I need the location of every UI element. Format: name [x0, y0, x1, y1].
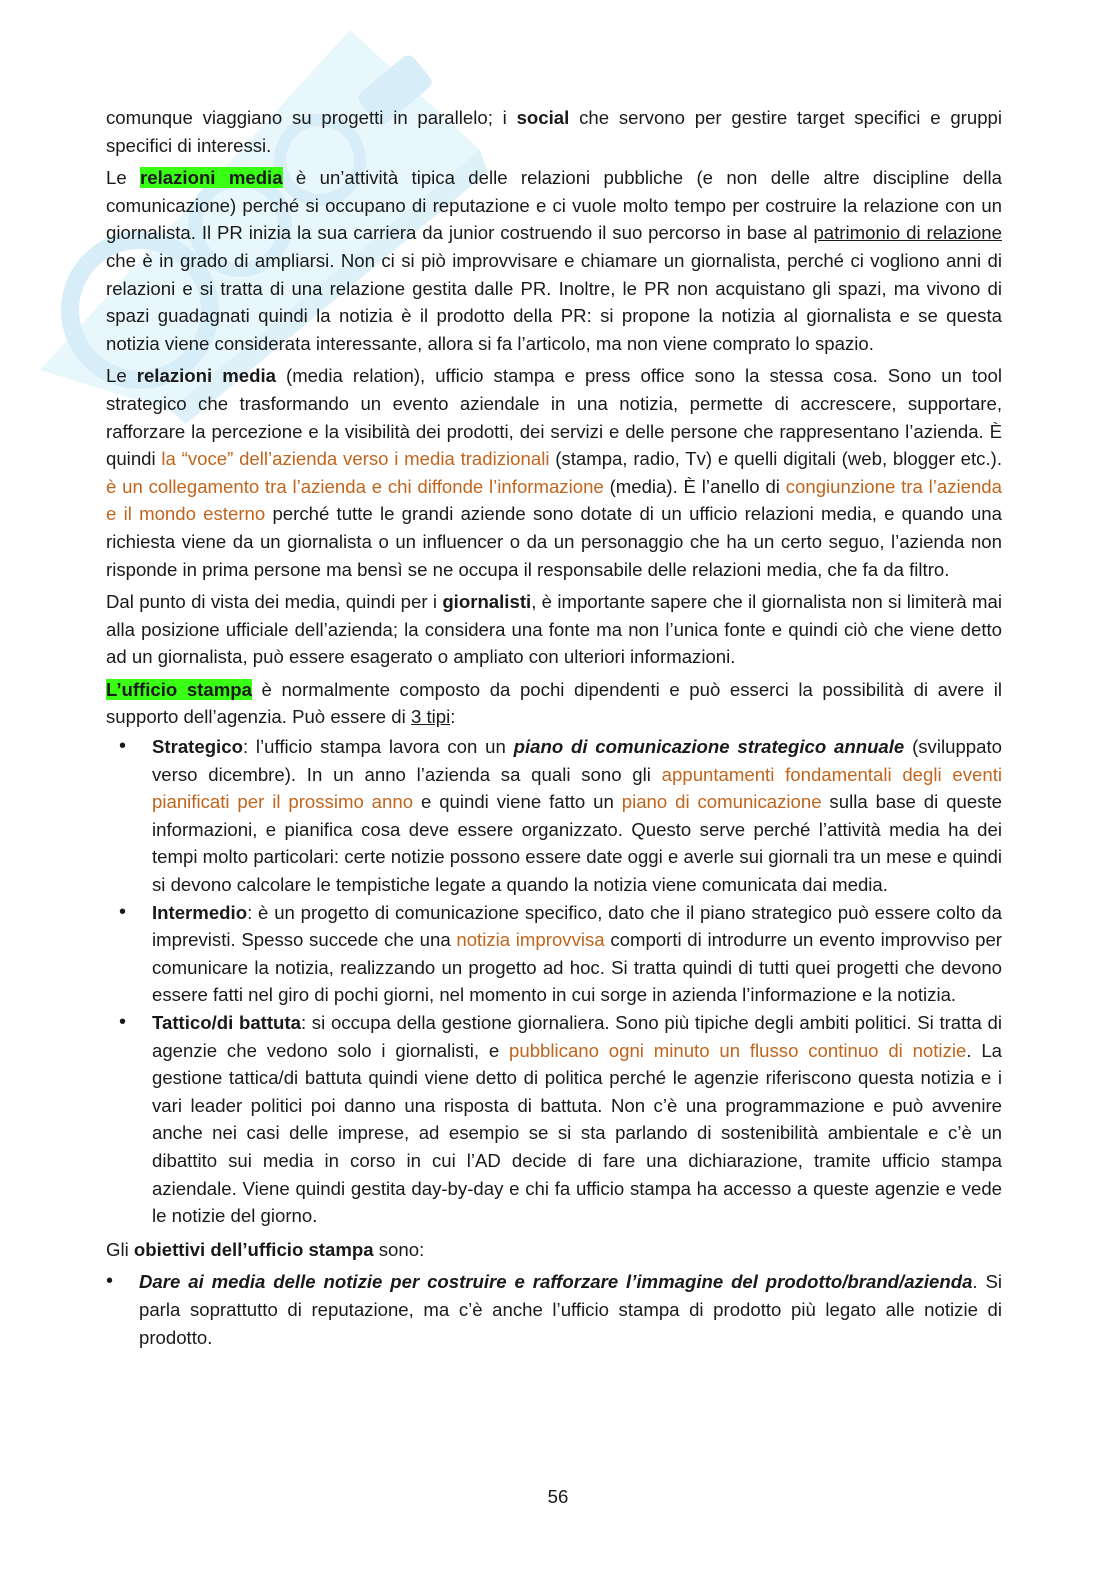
list-item-objective: • Dare ai media delle notizie per costruire e rafforzare l’immagine del prodotto/brand/azienda. Si parla soprattutto di reputazione, ma c’è anche l’ufficio stampa di prodotto più legato alle notizie di prodotto.: [139, 1268, 1002, 1351]
document-body: [106, 104, 1002, 1351]
paragraph-ufficio-stampa: L’ufficio stampa è normalmente composto da pochi dipendenti e può esserci la possibilità di avere il supporto dell’agenzia. Può essere di 3 tipi:: [106, 678, 1002, 728]
page-number: 56: [547, 1486, 569, 1507]
paragraph-obiettivi: Gli obiettivi dell’ufficio stampa sono:: [106, 1238, 425, 1260]
paragraph-media-relation: Le relazioni media (media relation), ufficio stampa e press office sono la stessa cosa. Sono un tool strategico che trasformando un evento aziendale in una notizia, permette di accrescere, supportare, rafforzare la percezione e la visibilità dei prodotti, dei servizi e delle persone che rappresentano l’azienda. È quindi la “voce” dell’azienda verso i media tradizionali (stampa, radio, Tv) e quelli digitali (web, blogger etc.). è un collegamento tra l’azienda e chi diffonde l’informazione (media). È l’anello di congiunzione tra l’azienda e il mondo esterno perché tutte le grandi aziende sono dotate di un ufficio relazioni media, e quando una richiesta viene da un giornalista o un influencer o da un personaggio che ha un certo seguo, l’azienda non risponde in prima persone ma bensì se ne occupa il responsabile delle relazioni media, che fa da filtro.: [106, 365, 1003, 580]
paragraph-relazioni-media: Le relazioni media è un’attività tipica delle relazioni pubbliche (e non delle altre discipline della comunicazione) perché si occupano di reputazione e ci vuole molto tempo per costruire la relazione con un giornalista. Il PR inizia la sua carriera da junior costruendo il suo percorso in base al patrimonio di relazione che è in grado di ampliarsi. Non ci si piò improvvisare e chiamare un giornalista, perché ci vogliono anni di relazioni e si tratta di una relazione gestita dalle PR. Inoltre, le PR non acquistano gli spazi, ma vivono di spazi guadagnati quindi la notizia è il prodotto della PR: si propone la notizia al giornalista e se questa notizia viene considerata interessante, allora si fa l’articolo, ma non viene comprato lo spazio.: [106, 167, 1003, 354]
highlight-ufficio-stampa: L’ufficio stampa: [106, 678, 252, 700]
paragraph-giornalisti: Dal punto di vista dei media, quindi per i giornalisti, è importante sapere che il giornalista non si limiterà mai alla posizione ufficiale dell’azienda; la considera una fonte ma non l’unica fonte e quindi ciò che viene detto ad un giornalista, può essere esagerato o ampliato con ulteriori informazioni.: [106, 591, 1002, 668]
list-item-intermedio: • Intermedio: è un progetto di comunicazione specifico, dato che il piano strategico può essere colto da imprevisti. Spesso succede che una notizia improvvisa comporti di introdurre un evento improvviso per comunicare la notizia, realizzando un progetto ad hoc. Si tratta quindi di tutti quei progetti che devono essere fatti nel giro di pochi giorni, nel momento in cui sorge in azienda l’informazione e la notizia.: [152, 899, 1002, 1009]
list-item-tattico: • Tattico/di battuta: si occupa della gestione giornaliera. Sono più tipiche degli ambiti politici. Si tratta di agenzie che vedono solo i giornalisti, e pubblicano ogni minuto un flusso continuo di notizie. La gestione tattica/di battuta quindi viene detto di politica perché le agenzie riferiscono questa notizia e i vari leader politici poi danno una risposta di battuta. Non c’è una programmazione e può avvenire anche nei casi delle imprese, ad esempio se si sta parlando di sostenibilità ambientale e c’è un dibattito sui media in corso in cui l’AD decide di fare una dichiarazione, tramite ufficio stampa aziendale. Viene quindi gestita day-by-day e chi fa ufficio stampa ha accesso a queste agenzie e vede le notizie del giorno.: [152, 1009, 1002, 1230]
types-list: [106, 733, 1002, 1230]
paragraph-intro: comunque viaggiano su progetti in parallelo; i social che servono per gestire target specifici e gruppi specifici di interessi.: [106, 107, 1003, 156]
list-item-strategico: • Strategico: l’ufficio stampa lavora con un piano di comunicazione strategico annuale (sviluppato verso dicembre). In un anno l’azienda sa quali sono gli appuntamenti fondamentali degli eventi pianificati per il prossimo anno e quindi viene fatto un piano di comunicazione sulla base di queste informazioni, e pianifica cosa deve essere organizzato. Questo serve perché l’attività media ha dei tempi molto particolari: certe notizie possono essere date oggi e averle sui giornali tra un mese e quindi si devono calcolare le tempistiche legate a quando la notizia viene comunicata dai media.: [152, 733, 1002, 899]
objectives-list: [106, 1268, 1002, 1351]
highlight-relazioni-media: relazioni media: [140, 167, 283, 189]
